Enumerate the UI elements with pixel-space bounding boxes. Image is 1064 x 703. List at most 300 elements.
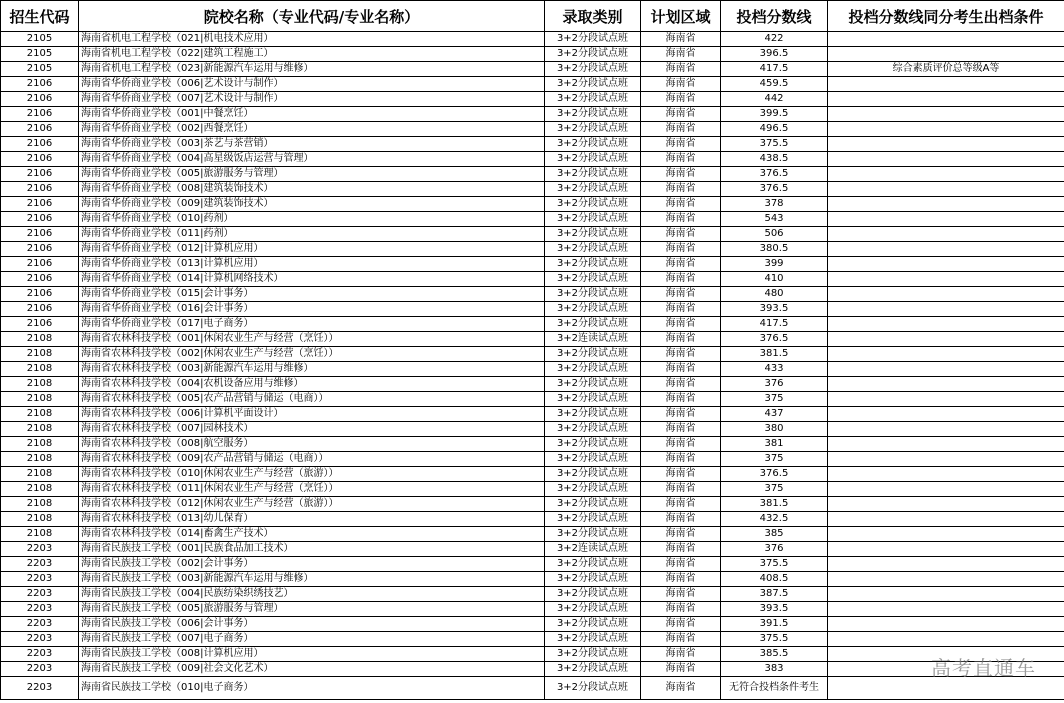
header-row bbox=[1, 1, 1064, 32]
cell-admission-category: 3+2分段试点班 bbox=[545, 137, 641, 152]
cell-score-line: 480 bbox=[721, 287, 828, 302]
cell-plan-region: 海南省 bbox=[641, 272, 721, 287]
cell-tie-condition bbox=[828, 647, 1064, 662]
cell-plan-region: 海南省 bbox=[641, 617, 721, 632]
cell-plan-region: 海南省 bbox=[641, 587, 721, 602]
cell-enroll-code: 2106 bbox=[1, 107, 79, 122]
table-row bbox=[1, 467, 1064, 482]
header-enroll-code: 招生代码 bbox=[1, 1, 79, 32]
cell-tie-condition bbox=[828, 362, 1064, 377]
table-row bbox=[1, 587, 1064, 602]
cell-plan-region: 海南省 bbox=[641, 317, 721, 332]
cell-school-name: 海南省华侨商业学校（014|计算机网络技术） bbox=[79, 272, 545, 287]
cell-tie-condition bbox=[828, 287, 1064, 302]
cell-enroll-code: 2108 bbox=[1, 362, 79, 377]
cell-score-line: 438.5 bbox=[721, 152, 828, 167]
table-row bbox=[1, 242, 1064, 257]
cell-score-line: 376.5 bbox=[721, 167, 828, 182]
cell-enroll-code: 2106 bbox=[1, 257, 79, 272]
cell-tie-condition bbox=[828, 467, 1064, 482]
cell-plan-region: 海南省 bbox=[641, 47, 721, 62]
cell-school-name: 海南省华侨商业学校（012|计算机应用） bbox=[79, 242, 545, 257]
cell-school-name: 海南省华侨商业学校（007|艺术设计与制作） bbox=[79, 92, 545, 107]
table-row bbox=[1, 107, 1064, 122]
cell-admission-category: 3+2分段试点班 bbox=[545, 422, 641, 437]
cell-enroll-code: 2106 bbox=[1, 77, 79, 92]
cell-enroll-code: 2203 bbox=[1, 587, 79, 602]
cell-admission-category: 3+2分段试点班 bbox=[545, 452, 641, 467]
cell-school-name: 海南省农林科技学校（005|农产品营销与储运（电商）） bbox=[79, 392, 545, 407]
cell-admission-category: 3+2分段试点班 bbox=[545, 47, 641, 62]
cell-school-name: 海南省华侨商业学校（002|西餐烹饪） bbox=[79, 122, 545, 137]
cell-admission-category: 3+2分段试点班 bbox=[545, 512, 641, 527]
cell-admission-category: 3+2分段试点班 bbox=[545, 62, 641, 77]
cell-enroll-code: 2108 bbox=[1, 452, 79, 467]
cell-enroll-code: 2108 bbox=[1, 392, 79, 407]
cell-score-line: 375 bbox=[721, 452, 828, 467]
cell-tie-condition bbox=[828, 392, 1064, 407]
cell-plan-region: 海南省 bbox=[641, 512, 721, 527]
cell-plan-region: 海南省 bbox=[641, 437, 721, 452]
cell-tie-condition bbox=[828, 677, 1064, 700]
cell-plan-region: 海南省 bbox=[641, 77, 721, 92]
cell-enroll-code: 2106 bbox=[1, 152, 79, 167]
cell-plan-region: 海南省 bbox=[641, 212, 721, 227]
cell-score-line: 385 bbox=[721, 527, 828, 542]
cell-school-name: 海南省农林科技学校（001|休闲农业生产与经营（烹饪）） bbox=[79, 332, 545, 347]
cell-enroll-code: 2105 bbox=[1, 62, 79, 77]
cell-admission-category: 3+2分段试点班 bbox=[545, 272, 641, 287]
header-school-name: 院校名称（专业代码/专业名称） bbox=[79, 1, 545, 32]
cell-enroll-code: 2108 bbox=[1, 347, 79, 362]
cell-school-name: 海南省农林科技学校（003|新能源汽车运用与维修） bbox=[79, 362, 545, 377]
cell-enroll-code: 2108 bbox=[1, 467, 79, 482]
cell-school-name: 海南省华侨商业学校（009|建筑装饰技术） bbox=[79, 197, 545, 212]
cell-enroll-code: 2203 bbox=[1, 572, 79, 587]
cell-enroll-code: 2106 bbox=[1, 317, 79, 332]
cell-tie-condition bbox=[828, 512, 1064, 527]
cell-score-line: 396.5 bbox=[721, 47, 828, 62]
cell-plan-region: 海南省 bbox=[641, 182, 721, 197]
cell-school-name: 海南省华侨商业学校（011|药剂） bbox=[79, 227, 545, 242]
cell-plan-region: 海南省 bbox=[641, 92, 721, 107]
cell-score-line: 无符合投档条件考生 bbox=[721, 677, 828, 700]
cell-tie-condition bbox=[828, 212, 1064, 227]
table-row bbox=[1, 392, 1064, 407]
cell-enroll-code: 2203 bbox=[1, 662, 79, 677]
cell-enroll-code: 2108 bbox=[1, 482, 79, 497]
cell-enroll-code: 2106 bbox=[1, 167, 79, 182]
cell-score-line: 375 bbox=[721, 482, 828, 497]
table-row bbox=[1, 407, 1064, 422]
cell-admission-category: 3+2分段试点班 bbox=[545, 92, 641, 107]
cell-admission-category: 3+2分段试点班 bbox=[545, 677, 641, 700]
table-row bbox=[1, 212, 1064, 227]
cell-plan-region: 海南省 bbox=[641, 527, 721, 542]
cell-admission-category: 3+2分段试点班 bbox=[545, 287, 641, 302]
cell-admission-category: 3+2分段试点班 bbox=[545, 647, 641, 662]
cell-score-line: 381.5 bbox=[721, 497, 828, 512]
cell-enroll-code: 2106 bbox=[1, 242, 79, 257]
cell-tie-condition bbox=[828, 347, 1064, 362]
cell-score-line: 417.5 bbox=[721, 317, 828, 332]
cell-enroll-code: 2203 bbox=[1, 542, 79, 557]
cell-tie-condition bbox=[828, 257, 1064, 272]
cell-school-name: 海南省民族技工学校（009|社会文化艺术） bbox=[79, 662, 545, 677]
cell-school-name: 海南省华侨商业学校（003|茶艺与茶营销） bbox=[79, 137, 545, 152]
cell-tie-condition bbox=[828, 497, 1064, 512]
table-row bbox=[1, 377, 1064, 392]
cell-admission-category: 3+2分段试点班 bbox=[545, 242, 641, 257]
cell-plan-region: 海南省 bbox=[641, 302, 721, 317]
cell-score-line: 375.5 bbox=[721, 137, 828, 152]
cell-tie-condition bbox=[828, 32, 1064, 47]
cell-tie-condition bbox=[828, 617, 1064, 632]
cell-tie-condition bbox=[828, 197, 1064, 212]
cell-tie-condition bbox=[828, 272, 1064, 287]
cell-plan-region: 海南省 bbox=[641, 362, 721, 377]
table-row bbox=[1, 302, 1064, 317]
cell-enroll-code: 2105 bbox=[1, 47, 79, 62]
cell-score-line: 399 bbox=[721, 257, 828, 272]
cell-admission-category: 3+2分段试点班 bbox=[545, 662, 641, 677]
cell-enroll-code: 2203 bbox=[1, 602, 79, 617]
cell-enroll-code: 2106 bbox=[1, 302, 79, 317]
cell-admission-category: 3+2分段试点班 bbox=[545, 122, 641, 137]
table-row bbox=[1, 602, 1064, 617]
header-tie-condition: 投档分数线同分考生出档条件 bbox=[828, 1, 1064, 32]
cell-score-line: 375.5 bbox=[721, 632, 828, 647]
cell-enroll-code: 2106 bbox=[1, 287, 79, 302]
table-row bbox=[1, 287, 1064, 302]
table-row bbox=[1, 512, 1064, 527]
table-row bbox=[1, 272, 1064, 287]
cell-tie-condition bbox=[828, 227, 1064, 242]
cell-tie-condition bbox=[828, 167, 1064, 182]
cell-score-line: 380 bbox=[721, 422, 828, 437]
cell-school-name: 海南省华侨商业学校（004|高星级饭店运营与管理） bbox=[79, 152, 545, 167]
cell-enroll-code: 2203 bbox=[1, 647, 79, 662]
cell-admission-category: 3+2分段试点班 bbox=[545, 362, 641, 377]
cell-school-name: 海南省机电工程学校（021|机电技术应用） bbox=[79, 32, 545, 47]
cell-admission-category: 3+2分段试点班 bbox=[545, 527, 641, 542]
cell-admission-category: 3+2分段试点班 bbox=[545, 392, 641, 407]
cell-tie-condition bbox=[828, 377, 1064, 392]
cell-admission-category: 3+2分段试点班 bbox=[545, 632, 641, 647]
cell-score-line: 442 bbox=[721, 92, 828, 107]
cell-school-name: 海南省农林科技学校（002|休闲农业生产与经营（烹饪）） bbox=[79, 347, 545, 362]
cell-tie-condition bbox=[828, 572, 1064, 587]
table-row bbox=[1, 362, 1064, 377]
cell-tie-condition bbox=[828, 662, 1064, 677]
cell-enroll-code: 2108 bbox=[1, 497, 79, 512]
cell-tie-condition bbox=[828, 542, 1064, 557]
table-row bbox=[1, 62, 1064, 77]
cell-enroll-code: 2203 bbox=[1, 677, 79, 700]
table-row bbox=[1, 32, 1064, 47]
cell-score-line: 375 bbox=[721, 392, 828, 407]
table-row bbox=[1, 542, 1064, 557]
cell-score-line: 387.5 bbox=[721, 587, 828, 602]
cell-plan-region: 海南省 bbox=[641, 407, 721, 422]
cell-tie-condition bbox=[828, 587, 1064, 602]
cell-plan-region: 海南省 bbox=[641, 347, 721, 362]
cell-admission-category: 3+2分段试点班 bbox=[545, 482, 641, 497]
cell-school-name: 海南省农林科技学校（011|休闲农业生产与经营（烹饪）） bbox=[79, 482, 545, 497]
cell-tie-condition bbox=[828, 452, 1064, 467]
cell-school-name: 海南省民族技工学校（004|民族纺染织绣技艺） bbox=[79, 587, 545, 602]
cell-tie-condition bbox=[828, 632, 1064, 647]
cell-admission-category: 3+2分段试点班 bbox=[545, 302, 641, 317]
cell-school-name: 海南省民族技工学校（006|会计事务） bbox=[79, 617, 545, 632]
cell-score-line: 393.5 bbox=[721, 302, 828, 317]
cell-enroll-code: 2108 bbox=[1, 422, 79, 437]
cell-plan-region: 海南省 bbox=[641, 677, 721, 700]
table-row bbox=[1, 77, 1064, 92]
cell-score-line: 543 bbox=[721, 212, 828, 227]
header-admission-category: 录取类别 bbox=[545, 1, 641, 32]
cell-school-name: 海南省农林科技学校（014|畜禽生产技术） bbox=[79, 527, 545, 542]
table-row bbox=[1, 527, 1064, 542]
cell-enroll-code: 2106 bbox=[1, 212, 79, 227]
table-row bbox=[1, 437, 1064, 452]
cell-plan-region: 海南省 bbox=[641, 632, 721, 647]
cell-plan-region: 海南省 bbox=[641, 167, 721, 182]
cell-score-line: 506 bbox=[721, 227, 828, 242]
cell-plan-region: 海南省 bbox=[641, 572, 721, 587]
cell-school-name: 海南省农林科技学校（009|农产品营销与储运（电商）） bbox=[79, 452, 545, 467]
cell-tie-condition bbox=[828, 317, 1064, 332]
cell-admission-category: 3+2分段试点班 bbox=[545, 77, 641, 92]
table-row bbox=[1, 182, 1064, 197]
cell-tie-condition bbox=[828, 332, 1064, 347]
cell-plan-region: 海南省 bbox=[641, 377, 721, 392]
cell-admission-category: 3+2分段试点班 bbox=[545, 497, 641, 512]
cell-enroll-code: 2203 bbox=[1, 617, 79, 632]
cell-enroll-code: 2108 bbox=[1, 527, 79, 542]
cell-enroll-code: 2106 bbox=[1, 272, 79, 287]
cell-plan-region: 海南省 bbox=[641, 107, 721, 122]
cell-score-line: 385.5 bbox=[721, 647, 828, 662]
cell-admission-category: 3+2分段试点班 bbox=[545, 212, 641, 227]
cell-school-name: 海南省民族技工学校（001|民族食品加工技术） bbox=[79, 542, 545, 557]
cell-school-name: 海南省华侨商业学校（006|艺术设计与制作） bbox=[79, 77, 545, 92]
cell-tie-condition bbox=[828, 482, 1064, 497]
cell-school-name: 海南省机电工程学校（022|建筑工程施工） bbox=[79, 47, 545, 62]
cell-tie-condition bbox=[828, 302, 1064, 317]
cell-school-name: 海南省民族技工学校（008|计算机应用） bbox=[79, 647, 545, 662]
cell-enroll-code: 2203 bbox=[1, 632, 79, 647]
cell-school-name: 海南省农林科技学校（004|农机设备应用与维修） bbox=[79, 377, 545, 392]
cell-plan-region: 海南省 bbox=[641, 482, 721, 497]
cell-score-line: 380.5 bbox=[721, 242, 828, 257]
cell-admission-category: 3+2分段试点班 bbox=[545, 407, 641, 422]
cell-admission-category: 3+2分段试点班 bbox=[545, 347, 641, 362]
cell-score-line: 437 bbox=[721, 407, 828, 422]
cell-tie-condition bbox=[828, 602, 1064, 617]
cell-admission-category: 3+2分段试点班 bbox=[545, 572, 641, 587]
cell-tie-condition bbox=[828, 437, 1064, 452]
cell-school-name: 海南省农林科技学校（010|休闲农业生产与经营（旅游）） bbox=[79, 467, 545, 482]
cell-score-line: 433 bbox=[721, 362, 828, 377]
cell-plan-region: 海南省 bbox=[641, 392, 721, 407]
cell-plan-region: 海南省 bbox=[641, 62, 721, 77]
cell-school-name: 海南省华侨商业学校（016|会计事务） bbox=[79, 302, 545, 317]
cell-score-line: 408.5 bbox=[721, 572, 828, 587]
cell-admission-category: 3+2分段试点班 bbox=[545, 317, 641, 332]
cell-score-line: 393.5 bbox=[721, 602, 828, 617]
header-plan-region: 计划区域 bbox=[641, 1, 721, 32]
cell-admission-category: 3+2连读试点班 bbox=[545, 542, 641, 557]
cell-plan-region: 海南省 bbox=[641, 242, 721, 257]
cell-plan-region: 海南省 bbox=[641, 257, 721, 272]
cell-score-line: 376 bbox=[721, 377, 828, 392]
cell-school-name: 海南省民族技工学校（007|电子商务） bbox=[79, 632, 545, 647]
cell-enroll-code: 2105 bbox=[1, 32, 79, 47]
cell-plan-region: 海南省 bbox=[641, 197, 721, 212]
cell-plan-region: 海南省 bbox=[641, 602, 721, 617]
cell-tie-condition bbox=[828, 47, 1064, 62]
cell-school-name: 海南省农林科技学校（008|航空服务） bbox=[79, 437, 545, 452]
cell-school-name: 海南省机电工程学校（023|新能源汽车运用与维修） bbox=[79, 62, 545, 77]
cell-admission-category: 3+2分段试点班 bbox=[545, 437, 641, 452]
cell-school-name: 海南省农林科技学校（007|园林技术） bbox=[79, 422, 545, 437]
cell-plan-region: 海南省 bbox=[641, 647, 721, 662]
cell-enroll-code: 2108 bbox=[1, 512, 79, 527]
cell-admission-category: 3+2分段试点班 bbox=[545, 167, 641, 182]
cell-tie-condition bbox=[828, 152, 1064, 167]
cell-tie-condition bbox=[828, 527, 1064, 542]
cell-school-name: 海南省民族技工学校（003|新能源汽车运用与维修） bbox=[79, 572, 545, 587]
cell-admission-category: 3+2分段试点班 bbox=[545, 617, 641, 632]
cell-admission-category: 3+2分段试点班 bbox=[545, 152, 641, 167]
cell-school-name: 海南省农林科技学校（006|计算机平面设计） bbox=[79, 407, 545, 422]
cell-school-name: 海南省华侨商业学校（001|中餐烹饪） bbox=[79, 107, 545, 122]
cell-admission-category: 3+2分段试点班 bbox=[545, 227, 641, 242]
cell-plan-region: 海南省 bbox=[641, 32, 721, 47]
table-row bbox=[1, 662, 1064, 677]
cell-enroll-code: 2108 bbox=[1, 377, 79, 392]
cell-score-line: 375.5 bbox=[721, 557, 828, 572]
cell-plan-region: 海南省 bbox=[641, 467, 721, 482]
cell-enroll-code: 2106 bbox=[1, 182, 79, 197]
cell-school-name: 海南省民族技工学校（002|会计事务） bbox=[79, 557, 545, 572]
table-row bbox=[1, 92, 1064, 107]
cell-tie-condition: 综合素质评价总等级A等 bbox=[828, 62, 1064, 77]
cell-school-name: 海南省华侨商业学校（017|电子商务） bbox=[79, 317, 545, 332]
cell-score-line: 459.5 bbox=[721, 77, 828, 92]
cell-plan-region: 海南省 bbox=[641, 227, 721, 242]
cell-plan-region: 海南省 bbox=[641, 557, 721, 572]
cell-tie-condition bbox=[828, 422, 1064, 437]
table-row bbox=[1, 317, 1064, 332]
table-row bbox=[1, 557, 1064, 572]
header-score-line: 投档分数线 bbox=[721, 1, 828, 32]
cell-admission-category: 3+2分段试点班 bbox=[545, 557, 641, 572]
table-row bbox=[1, 647, 1064, 662]
cell-plan-region: 海南省 bbox=[641, 422, 721, 437]
cell-tie-condition bbox=[828, 137, 1064, 152]
cell-enroll-code: 2106 bbox=[1, 227, 79, 242]
table-row bbox=[1, 452, 1064, 467]
cell-enroll-code: 2106 bbox=[1, 122, 79, 137]
cell-plan-region: 海南省 bbox=[641, 287, 721, 302]
cell-tie-condition bbox=[828, 107, 1064, 122]
cell-enroll-code: 2203 bbox=[1, 557, 79, 572]
cell-school-name: 海南省农林科技学校（013|幼儿保育） bbox=[79, 512, 545, 527]
table-header bbox=[1, 1, 1064, 32]
cell-plan-region: 海南省 bbox=[641, 122, 721, 137]
table-row bbox=[1, 677, 1064, 700]
cell-admission-category: 3+2连读试点班 bbox=[545, 332, 641, 347]
cell-score-line: 410 bbox=[721, 272, 828, 287]
cell-school-name: 海南省华侨商业学校（005|旅游服务与管理） bbox=[79, 167, 545, 182]
cell-school-name: 海南省农林科技学校（012|休闲农业生产与经营（旅游）） bbox=[79, 497, 545, 512]
cell-tie-condition bbox=[828, 182, 1064, 197]
cell-score-line: 391.5 bbox=[721, 617, 828, 632]
cell-score-line: 422 bbox=[721, 32, 828, 47]
cell-school-name: 海南省民族技工学校（010|电子商务） bbox=[79, 677, 545, 700]
cell-score-line: 378 bbox=[721, 197, 828, 212]
cell-tie-condition bbox=[828, 557, 1064, 572]
cell-admission-category: 3+2分段试点班 bbox=[545, 107, 641, 122]
table-row bbox=[1, 572, 1064, 587]
table-body bbox=[1, 32, 1064, 700]
cell-admission-category: 3+2分段试点班 bbox=[545, 587, 641, 602]
cell-score-line: 399.5 bbox=[721, 107, 828, 122]
table-row bbox=[1, 497, 1064, 512]
cell-admission-category: 3+2分段试点班 bbox=[545, 197, 641, 212]
cell-school-name: 海南省民族技工学校（005|旅游服务与管理） bbox=[79, 602, 545, 617]
cell-plan-region: 海南省 bbox=[641, 332, 721, 347]
cell-score-line: 496.5 bbox=[721, 122, 828, 137]
cell-plan-region: 海南省 bbox=[641, 497, 721, 512]
cell-tie-condition bbox=[828, 122, 1064, 137]
cell-school-name: 海南省华侨商业学校（008|建筑装饰技术） bbox=[79, 182, 545, 197]
cell-tie-condition bbox=[828, 77, 1064, 92]
cell-tie-condition bbox=[828, 92, 1064, 107]
table-row bbox=[1, 257, 1064, 272]
cell-tie-condition bbox=[828, 407, 1064, 422]
cell-score-line: 376.5 bbox=[721, 467, 828, 482]
cell-enroll-code: 2108 bbox=[1, 407, 79, 422]
cell-enroll-code: 2108 bbox=[1, 332, 79, 347]
cell-plan-region: 海南省 bbox=[641, 152, 721, 167]
cell-tie-condition bbox=[828, 242, 1064, 257]
cell-enroll-code: 2108 bbox=[1, 437, 79, 452]
cell-score-line: 432.5 bbox=[721, 512, 828, 527]
cell-score-line: 376.5 bbox=[721, 332, 828, 347]
cell-enroll-code: 2106 bbox=[1, 137, 79, 152]
table-row bbox=[1, 197, 1064, 212]
cell-plan-region: 海南省 bbox=[641, 452, 721, 467]
cell-score-line: 417.5 bbox=[721, 62, 828, 77]
cell-school-name: 海南省华侨商业学校（015|会计事务） bbox=[79, 287, 545, 302]
watermark-text: 高考直通车 bbox=[931, 656, 1036, 680]
cell-admission-category: 3+2分段试点班 bbox=[545, 467, 641, 482]
cell-plan-region: 海南省 bbox=[641, 137, 721, 152]
table-row bbox=[1, 632, 1064, 647]
table-row bbox=[1, 47, 1064, 62]
table-row bbox=[1, 347, 1064, 362]
cell-score-line: 381.5 bbox=[721, 347, 828, 362]
cell-plan-region: 海南省 bbox=[641, 542, 721, 557]
cell-score-line: 376 bbox=[721, 542, 828, 557]
cell-enroll-code: 2106 bbox=[1, 92, 79, 107]
cell-enroll-code: 2106 bbox=[1, 197, 79, 212]
table-row bbox=[1, 167, 1064, 182]
table-row bbox=[1, 422, 1064, 437]
